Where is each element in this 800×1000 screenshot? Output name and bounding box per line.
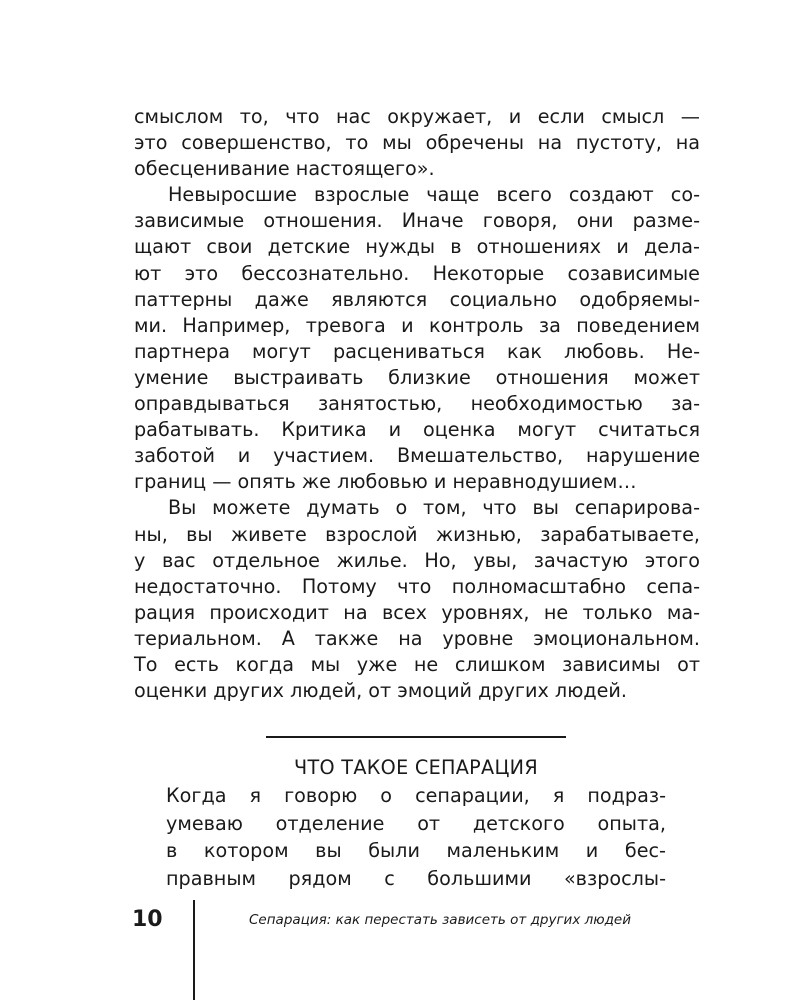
text-line: Невыросшие взрослые чаще всего создают со- (168, 183, 700, 207)
text-line: смыслом то, что нас окружает, и если смысл — (134, 105, 700, 128)
text-line: щают свои детские нужды в отношениях и дела- (134, 235, 700, 259)
text-line: умение выстраивать близкие отношения может (134, 365, 700, 389)
section-heading: ЧТО ТАКОЕ СЕПАРАЦИЯ (294, 756, 538, 779)
text-line: партнера могут расцениваться как любовь. Не- (134, 339, 700, 363)
text-line: паттерны даже являются социально одобряемы- (134, 287, 700, 311)
text-line: териальном. А также на уровне эмоциональном. (134, 626, 700, 650)
text-line: Когда я говорю о сепарации, я подраз- (166, 784, 666, 807)
text-line: зависимые отношения. Иначе говоря, они разме- (134, 209, 700, 233)
text-line: ют это бессознательно. Некоторые созависимые (134, 261, 700, 285)
running-title: Сепарация: как перестать зависеть от других людей (248, 912, 632, 928)
text-line: это совершенство, то мы обречены на пустоту, на (134, 131, 700, 155)
footer-rule (193, 900, 195, 1000)
text-line: оправдываться занятостью, необходимостью за- (134, 392, 700, 416)
text-line: границ — опять же любовью и неравнодушием… (134, 470, 637, 494)
text-line: рация происходит на всех уровнях, не только ма- (134, 600, 700, 624)
text-line: в котором вы были маленьким и бес- (166, 839, 666, 862)
body-text (134, 104, 700, 704)
text-line: заботой и участием. Вмешательство, нарушение (134, 444, 700, 468)
text-line: умеваю отделение от детского опыта, (166, 811, 666, 835)
text-line: ны, вы живете взрослой жизнью, зарабатываете, (134, 522, 700, 546)
text-line: То есть когда мы уже не слишком зависимы от (134, 652, 700, 676)
text-line: рабатывать. Критика и оценка могут считаться (134, 418, 700, 442)
text-line: правным рядом с большими «взрослы- (166, 866, 666, 890)
text-line: недостаточно. Потому что полномасштабно сепа- (134, 574, 700, 598)
text-line: оценки других людей, от эмоций других людей. (134, 679, 627, 703)
text-line: у вас отдельное жилье. Но, увы, зачастую этого (134, 548, 700, 572)
page-number: 10 (132, 907, 163, 932)
text-line: ми. Например, тревога и контроль за поведением (134, 313, 700, 337)
text-line: обесценивание настоящего». (134, 157, 435, 181)
section-divider (266, 736, 566, 738)
section-body-text (166, 782, 666, 892)
text-line: Вы можете думать о том, что вы сепарирова- (168, 496, 700, 520)
